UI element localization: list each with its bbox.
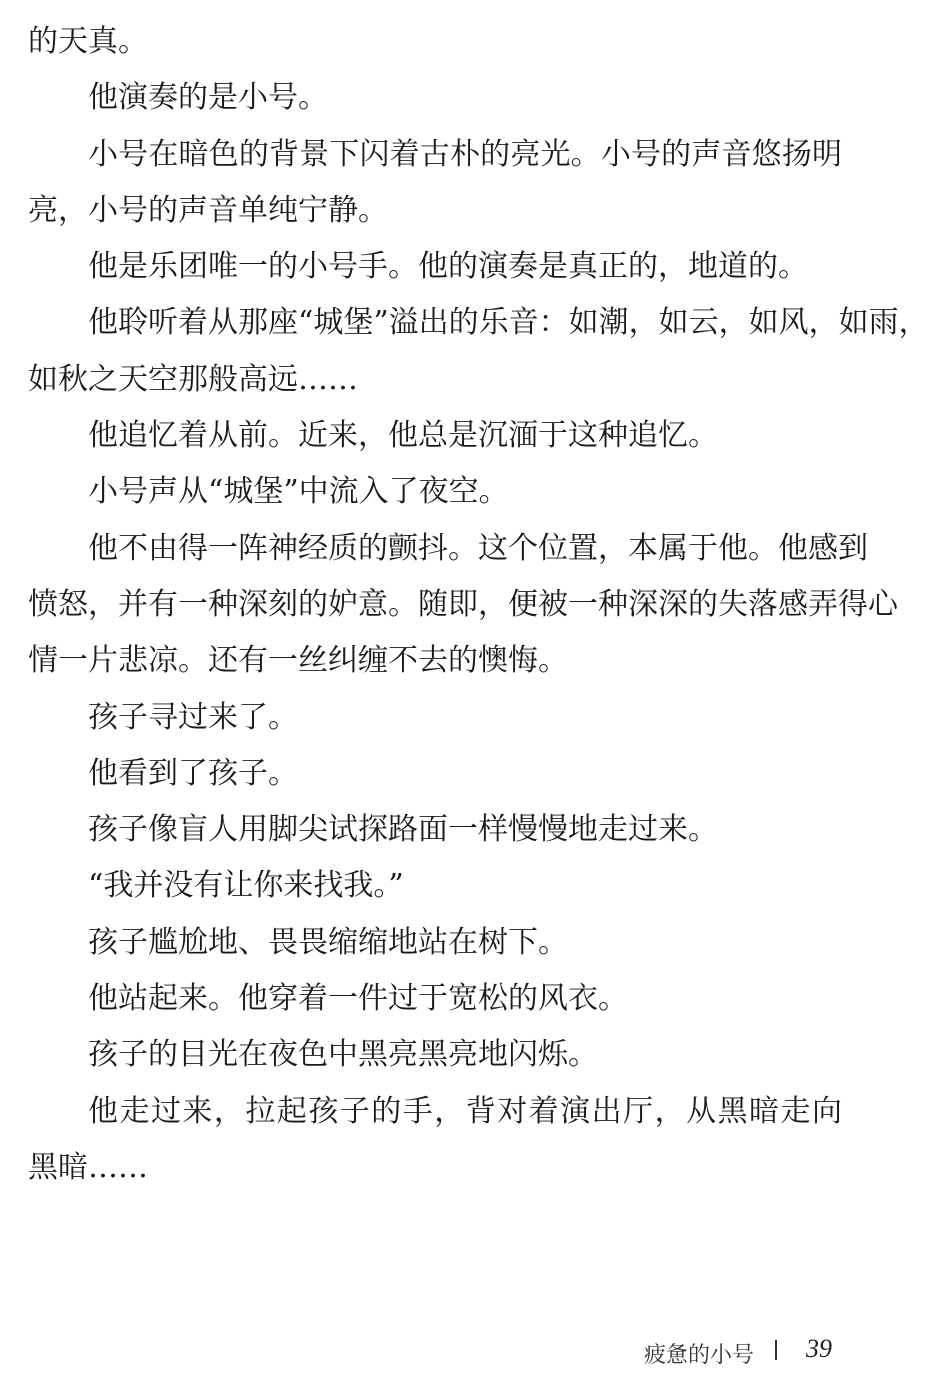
text-line: 亮，小号的声音单纯宁静。	[28, 192, 388, 228]
text-line: 孩子像盲人用脚尖试探路面一样慢慢地走过来。	[88, 812, 718, 848]
paragraph	[28, 1084, 842, 1197]
page-footer	[0, 1334, 872, 1370]
text-line: 孩子寻过来了。	[88, 699, 298, 735]
text-line: 他追忆着从前。近来，他总是沉湎于这种追忆。	[88, 418, 718, 454]
page-number: 39	[806, 1334, 832, 1363]
paragraph	[28, 521, 898, 690]
text-line: 他演奏的是小号。	[88, 80, 328, 116]
text-line: 他走过来，拉起孩子的手，背对着演出厅，从黑暗走向	[88, 1093, 842, 1129]
text-line: “我并没有让你来找我。”	[88, 868, 404, 904]
paragraph	[28, 70, 842, 126]
text-line: 他是乐团唯一的小号手。他的演奏是真正的，地道的。	[88, 249, 808, 285]
page-body	[28, 14, 929, 1196]
paragraph	[28, 295, 929, 408]
text-line: 愤怒，并有一种深刻的妒意。随即，便被一种深深的失落感弄得心	[28, 586, 898, 622]
paragraph	[28, 746, 842, 802]
paragraph	[28, 915, 842, 971]
running-title: 疲惫的小号	[644, 1343, 755, 1368]
text-line: 小号声从“城堡”中流入了夜空。	[88, 474, 509, 510]
text-line: 他聆听着从那座“城堡”溢出的乐音：如潮，如云，如风，如雨，	[88, 305, 929, 341]
paragraph	[28, 127, 842, 240]
paragraph	[28, 690, 842, 746]
text-line: 他不由得一阵神经质的颤抖。这个位置，本属于他。他感到	[88, 530, 868, 566]
paragraph	[28, 239, 842, 295]
paragraph	[28, 971, 842, 1027]
text-line: 他看到了孩子。	[88, 755, 298, 791]
text-line: 黑暗……	[28, 1149, 148, 1185]
footer-divider	[775, 1340, 777, 1360]
paragraph	[28, 464, 842, 520]
text-line: 小号在暗色的背景下闪着古朴的亮光。小号的声音悠扬明	[88, 136, 842, 172]
paragraph	[28, 408, 842, 464]
paragraph	[28, 858, 842, 914]
text-line: 他站起来。他穿着一件过于宽松的风衣。	[88, 981, 628, 1017]
text-line: 孩子的目光在夜色中黑亮黑亮地闪烁。	[88, 1037, 598, 1073]
paragraph	[28, 1027, 842, 1083]
text-line: 如秋之天空那般高远……	[28, 361, 358, 397]
paragraph	[28, 14, 842, 70]
text-line: 情一片悲凉。还有一丝纠缠不去的懊悔。	[28, 643, 568, 679]
text-line: 的天真。	[28, 24, 148, 59]
text-line: 孩子尴尬地、畏畏缩缩地站在树下。	[88, 924, 568, 960]
paragraph	[28, 802, 842, 858]
